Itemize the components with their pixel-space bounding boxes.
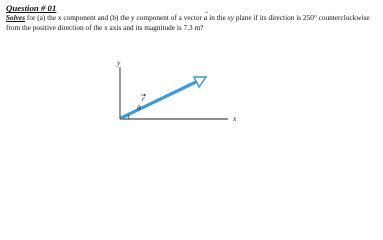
problem-text-part1: for (a) the x component and (b) the y component of a vector xyxy=(26,13,202,22)
problem-text-part3: plane if its direction is 250° counterclockwise from the positive direction of the x axis and its magnitude is 7.3 m? xyxy=(6,13,370,32)
vector-r-shaft xyxy=(121,80,200,118)
angle-theta-label: θ xyxy=(137,103,141,112)
plane-symbol: xy xyxy=(227,13,234,22)
y-axis-label: y xyxy=(117,58,121,67)
problem-text-part2: in the xyxy=(209,13,226,22)
vector-a-symbol: → a xyxy=(204,13,208,22)
vector-arrowhead xyxy=(194,77,206,87)
vector-diagram xyxy=(96,56,256,123)
x-axis-label: x xyxy=(233,114,237,123)
problem-statement xyxy=(6,13,376,33)
vector-r-label: r xyxy=(142,94,145,103)
solve-keyword: Solves xyxy=(6,13,26,22)
question-heading: Question # 01 xyxy=(6,3,57,13)
